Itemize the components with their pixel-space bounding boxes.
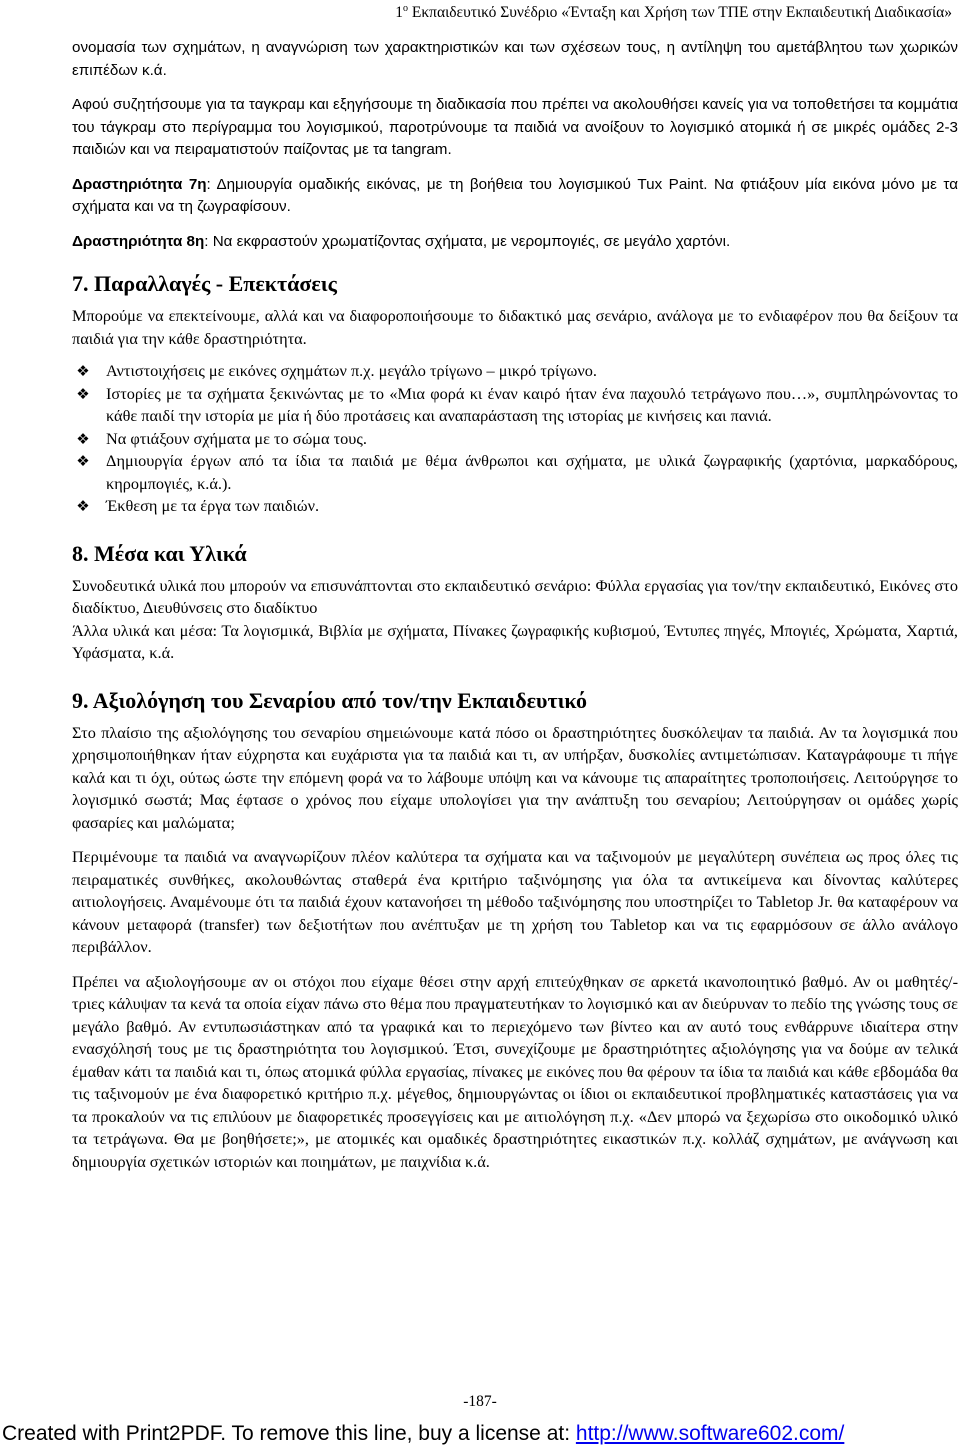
activity-8-label: Δραστηριότητα 8η xyxy=(72,232,205,250)
header-ordinal-suffix: ο xyxy=(402,3,408,14)
print2pdf-footer xyxy=(2,1420,844,1448)
diamond-bullet-icon: ❖ xyxy=(76,362,90,380)
activity-7-label: Δραστηριότητα 7η xyxy=(72,175,207,193)
section-7-heading: 7. Παραλλαγές - Επεκτάσεις xyxy=(72,271,337,296)
footer-text: Created with Print2PDF. To remove this line, buy a license at: xyxy=(2,1422,576,1445)
diamond-bullet-icon: ❖ xyxy=(76,384,90,403)
bullet-text: Αντιστοιχήσεις με εικόνες σχημάτων π.χ. μεγάλο τρίγωνο – μικρό τρίγωνο. xyxy=(106,361,597,380)
document-body xyxy=(72,37,958,1173)
intro-paragraph-2: Αφού συζητήσουμε για τα ταγκραμ και εξηγήσουμε τη διαδικασία που πρέπει να ακολουθήσει κανείς για να τοποθετήσει τα κομμάτια του τάγκραμ στο περίγραμμα του λογισμικού, παροτρύνουμε τα παιδιά να ανοίξουν το λογισμικό ατομικά ή σε μικρές ομάδες 2-3 παιδιών και να πειραματιστούν παίζοντας με τα tangram. xyxy=(72,96,958,158)
section-9-heading: 9. Αξιολόγηση του Σεναρίου από τον/την Εκπαιδευτικό xyxy=(72,687,588,713)
page-number: -187- xyxy=(463,1393,497,1410)
activity-8-text: : Να εκφραστούν χρωματίζοντας σχήματα, με νερομπογιές, σε μεγάλο χαρτόνι. xyxy=(204,232,731,250)
bullet-text: Ιστορίες με τα σχήματα ξεκινώντας με το «Μια φορά κι έναν καιρό ήταν ένα παχουλό τετράγωνο που…», συμπληρώνοντας το κάθε παιδί την ιστορία με μία ή δύο προτάσεις και αναπαράσταση της ιστορίας με κινήσεις και πανιά. xyxy=(106,383,958,425)
running-header xyxy=(395,3,952,22)
section-9-paragraph-2: Περιμένουμε τα παιδιά να αναγνωρίζουν πλέον καλύτερα τα σχήματα και να ταξινομούν με μεγαλύτερη συνέπεια ως προς όλες τις πειραματικές συνθήκες, ακολουθώντας σταθερά ένα κριτήριο ταξινόμησης για όλα τα αντικείμενα και δίνοντας καλύτερες αιτιολογήσεις. Αναμένουμε ότι τα παιδιά έχουν κατανοήσει τη μέθοδο ταξινόμησης που υποστηρίζει το Tabletop Jr. θα καταφέρουν να κάνουν μεταφορά (transfer) των δεξιοτήτων που ανέπτυξαν με τη χρήση του Tabletop και να τις εφαρμόσουν σε άλλο ανάλογο περιβάλλον. xyxy=(72,847,958,956)
bullet-item xyxy=(72,495,958,518)
section-7-intro: Μπορούμε να επεκτείνουμε, αλλά και να διαφοροποιήσουμε το διδακτικό μας σενάριο, ανάλογα με το ενδιαφέρον που θα δείξουν τα παιδιά για την κάθε δραστηριότητα. xyxy=(72,306,958,348)
bullet-text: Να φτιάξουν σχήματα με το σώμα τους. xyxy=(106,428,367,448)
header-ordinal: 1 xyxy=(395,4,403,22)
footer-license-link[interactable]: http://www.software602.com/ xyxy=(575,1422,845,1445)
intro-paragraph-1: ονομασία των σχημάτων, η αναγνώριση των χαρακτηριστικών και των σχέσεων τους, η αντίληψη του αμετάβλητου των χωρικών επιπέδων κ.ά. xyxy=(72,39,958,79)
bullet-text: Δημιουργία έργων από τα ίδια τα παιδιά με θέμα άνθρωποι και σχήματα, με υλικά ζωγραφικής (χαρτόνια, μαρκαδόρους, κηρομπογιές, κ.ά.). xyxy=(106,451,958,493)
header-title: Εκπαιδευτικό Συνέδριο «Ένταξη και Χρήση των ΤΠΕ στην Εκπαιδευτική Διαδικασία» xyxy=(407,4,952,22)
activity-7-paragraph xyxy=(72,174,958,219)
section-8-heading: 8. Μέσα και Υλικά xyxy=(72,540,247,566)
section-9-paragraph-1: Στο πλαίσιο της αξιολόγησης του σεναρίου σημειώνουμε κατά πόσο οι δραστηριότητες δυσκόλεψαν τα παιδιά. Αν τα λογισμικά που χρησιμοποιήθηκαν ήταν εύχρηστα και ευχάριστα για τα παιδιά και τι, αν υπήρξαν, δυσκολίες αντιμετώπισαν. Καταγράφουμε τι πήγε καλά και τι όχι, ούτως ώστε την επόμενη φορά να το λάβουμε υπόψη και να κάνουμε τις απαραίτητες τροποποιήσεις. Λειτούργησε το λογισμικό σωστά; Μας έφτασε ο χρόνος που είχαμε υπολογίσει για την ανάπτυξη του σεναρίου; Λειτούργησαν οι ομάδες χωρίς φασαρίες και μαλώματα; xyxy=(72,722,958,832)
bullet-item xyxy=(72,450,958,495)
bullet-item xyxy=(72,360,958,383)
section-8-paragraph-2: Άλλα υλικά και μέσα: Τα λογισμικά, Βιβλία με σχήματα, Πίνακες ζωγραφικής κυβισμού, Έντυπες πηγές, Μπογιές, Χρώματα, Χαρτιά, Υφάσματα, κ.ά. xyxy=(72,620,958,662)
activity-7-text: : Δημιουργία ομαδικής εικόνας, με τη βοήθεια του λογισμικού Tux Paint. Να φτιάξουν μία εικόνα μόνο με τα σχήματα και να τη ζωγραφίσουν. xyxy=(72,175,958,215)
diamond-bullet-icon: ❖ xyxy=(76,497,90,515)
bullet-item xyxy=(72,383,958,428)
section-9-paragraph-3: Πρέπει να αξιολογήσουμε αν οι στόχοι που είχαμε θέσει στην αρχή επιτεύχθηκαν σε αρκετά ικανοποιητικό βαθμό. Αν οι μαθητές/-τριες κάλυψαν τα κενά τα οποία είχαν πάνω στο θέμα που πραγματευτήκαν το λογισμικό και αν διεύρυναν το πεδίο της γνώσης τους σε μεγάλο βαθμό. Αν εντυπωσιάστηκαν από τα γραφικά και το περιεχόμενο των βίντεο και αν αυτό τους ενθάρρυνε ιδιαίτερα στην ενασχόλησή τους με τις δραστηριότητα του λογισμικού. Έτσι, συνεχίζουμε με δραστηριότητες αξιολόγησης για να δούμε αν τελικά έμαθαν κάτι τα παιδιά και τι, όπως ατομικά φύλλα εργασίας, πίνακες με εικόνες που θα φέρουν τα ίδια τα παιδιά και κάθε εβδομάδα θα τις ταξινομούν με ένα διαφορετικό κριτήριο π.χ. μέγεθος, δημιουργώντας οι ίδιοι οι εκπαιδευτικοί προβληματικές καταστάσεις για να τα προκαλούν να τις επιλύουν με διαφορετικές προσεγγίσεις και με αιτιολόγηση π.χ. «Δεν μπορώ να ξεχωρίσω στο οικοδομικό υλικό τα τετράγωνα. Θα με βοηθήσετε;», με ατομικές και ομαδικές δραστηριότητες εικαστικών π.χ. κολλάζ σχημάτων, με ανάγνωση και δημιουργία σχετικών ιστοριών και ποιημάτων, με παιχνίδια κ.ά. xyxy=(72,971,958,1171)
bullet-item xyxy=(72,428,958,451)
activity-8-paragraph xyxy=(72,231,958,254)
section-7-bullet-list xyxy=(72,360,958,518)
bullet-text: Έκθεση με τα έργα των παιδιών. xyxy=(106,496,320,515)
diamond-bullet-icon: ❖ xyxy=(76,452,90,470)
section-8-paragraph-1: Συνοδευτικά υλικά που μπορούν να επισυνάπτονται στο εκπαιδευτικό σενάριο: Φύλλα εργασίας για τον/την εκπαιδευτικό, Εικόνες στο διαδίκτυο, Διευθύνσεις στο διαδίκτυο xyxy=(72,575,958,617)
diamond-bullet-icon: ❖ xyxy=(76,429,90,448)
